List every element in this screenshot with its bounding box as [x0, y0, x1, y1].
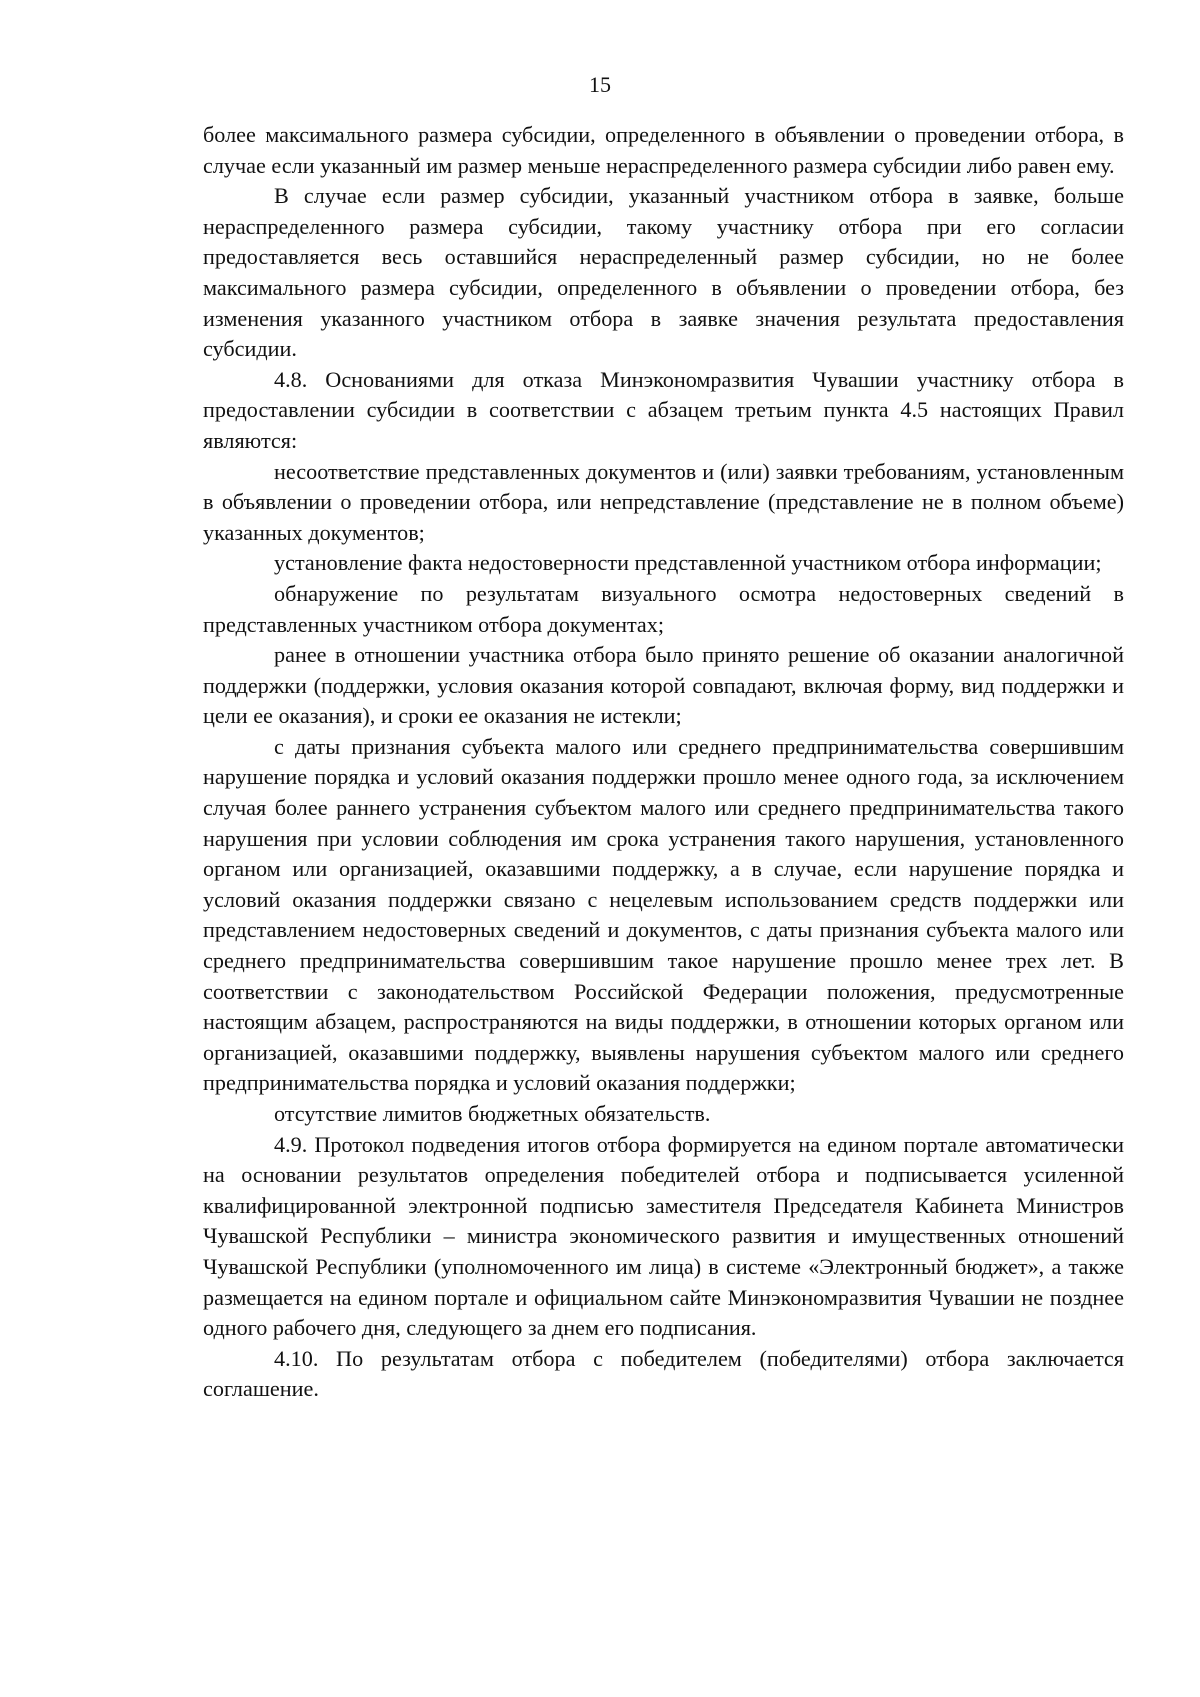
paragraph-no-limits: отсутствие лимитов бюджетных обязательств. — [274, 1101, 711, 1126]
paragraph-4-9: 4.9. Протокол подведения итогов отбора формируется на едином портале автоматически на основании результатов определения победителей отбора и подписывается усиленной квалифицированной электронной подписью заместителя Председателя Кабинета Министров Чувашской Республики – министра экономического развития и имущественных отношений Чувашской Республики (уполномоченного им лица) в системе «Электронный бюджет», а также размещается на едином портале и официальном сайте Минэкономразвития Чувашии не позднее одного рабочего дня, следующего за днем его подписания. — [203, 1131, 1124, 1341]
paragraph-similar-support: ранее в отношении участника отбора было принято решение об оказании аналогичной поддержки (поддержки, условия оказания которой совпадают, включая форму, вид поддержки и цели ее оказания), и сроки ее оказания не истекли; — [203, 642, 1124, 729]
paragraph-visual-inspection: обнаружение по результатам визуального осмотра недостоверных сведений в представленных участником отбора документах; — [203, 580, 1124, 637]
document-body — [203, 120, 1124, 1405]
paragraph-larger-subsidy: В случае если размер субсидии, указанный участником отбора в заявке, больше нераспределенного размера субсидии, такому участнику отбора при его согласии предоставляется весь оставшийся нераспределенный размер субсидии, но не более максимального размера субсидии, определенного в объявлении о проведении отбора, без изменения указанного участником отбора в заявке значения результата предоставления субсидии. — [203, 183, 1124, 362]
paragraph-4-8: 4.8. Основаниями для отказа Минэкономразвития Чувашии участнику отбора в предоставлении субсидии в соответствии с абзацем третьим пункта 4.5 настоящих Правил являются: — [203, 366, 1124, 453]
paragraph-nonconformity: несоответствие представленных документов и (или) заявки требованиям, установленным в объявлении о проведении отбора, или непредставление (представление не в полном объеме) указанных документов; — [203, 458, 1124, 545]
paragraph-violation: с даты признания субъекта малого или среднего предпринимательства совершившим нарушение порядка и условий оказания поддержки прошло менее одного года, за исключением случая более раннего устранения субъектом малого или среднего предпринимательства такого нарушения при условии соблюдения им срока устранения такого нарушения, установленного органом или организацией, оказавшими поддержку, а в случае, если нарушение порядка и условий оказания поддержки связано с нецелевым использованием средств поддержки или представлением недостоверных сведений и документов, с даты признания субъекта малого или среднего предпринимательства совершившим такое нарушение прошло менее трех лет. В соответствии с законодательством Российской Федерации положения, предусмотренные настоящим абзацем, распространяются на виды поддержки, в отношении которых органом или организацией, оказавшими поддержку, выявлены нарушения субъектом малого или среднего предпринимательства порядка и условий оказания поддержки; — [203, 733, 1124, 1096]
paragraph-continuation: более максимального размера субсидии, определенного в объявлении о проведении отбора, в случае если указанный им размер меньше нераспределенного размера субсидии либо равен ему. — [203, 122, 1124, 178]
page-number: 15 — [589, 72, 611, 97]
paragraph-unreliability: установление факта недостоверности представленной участником отбора информации; — [274, 550, 1102, 576]
paragraph-4-10: 4.10. По результатам отбора с победителем (победителями) отбора заключается соглашение. — [203, 1345, 1124, 1402]
